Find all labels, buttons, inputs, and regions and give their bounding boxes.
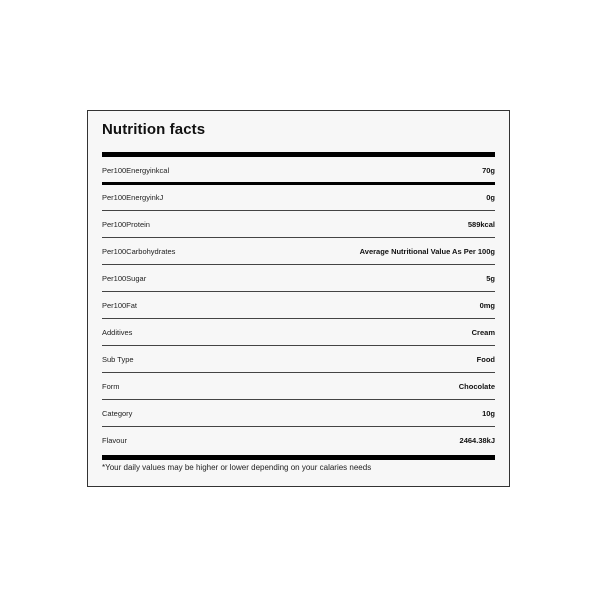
table-row bbox=[102, 238, 495, 265]
row-label: Category bbox=[102, 408, 133, 418]
row-value: 5g bbox=[486, 273, 495, 283]
table-row bbox=[102, 373, 495, 400]
row-label: Per100Carbohydrates bbox=[102, 246, 176, 256]
table-row bbox=[102, 211, 495, 238]
table-row bbox=[102, 346, 495, 373]
table-row bbox=[102, 400, 495, 427]
row-label: Per100Energyinkcal bbox=[102, 166, 170, 175]
row-label: Per100EnergyinkJ bbox=[102, 192, 164, 202]
row-value: Average Nutritional Value As Per 100g bbox=[359, 246, 495, 256]
table-row bbox=[102, 292, 495, 319]
table-row bbox=[102, 157, 495, 184]
row-value: Chocolate bbox=[458, 381, 495, 391]
table-row bbox=[102, 427, 495, 454]
row-value: Cream bbox=[471, 327, 495, 337]
row-label: Per100Fat bbox=[102, 300, 138, 310]
row-value: Food bbox=[476, 354, 495, 364]
nutrition-facts-panel bbox=[87, 110, 510, 487]
row-label: Sub Type bbox=[102, 354, 134, 364]
nutrition-table bbox=[102, 157, 495, 454]
row-value: 10g bbox=[482, 408, 495, 418]
row-label: Per100Sugar bbox=[102, 273, 147, 283]
row-value: 2464.38kJ bbox=[459, 436, 495, 445]
row-value: 70g bbox=[482, 166, 495, 175]
panel-title: Nutrition facts bbox=[102, 121, 206, 138]
bottom-divider-bar bbox=[102, 455, 495, 460]
row-label: Additives bbox=[102, 327, 133, 337]
row-label: Per100Protein bbox=[102, 219, 150, 229]
table-row bbox=[102, 319, 495, 346]
energy-divider-bar bbox=[102, 182, 495, 185]
row-label: Flavour bbox=[102, 436, 128, 445]
row-value: 0mg bbox=[479, 300, 495, 310]
table-row bbox=[102, 184, 495, 211]
table-row bbox=[102, 265, 495, 292]
row-value: 589kcal bbox=[467, 219, 495, 229]
daily-values-footnote: *Your daily values may be higher or lower depending on your calaries needs bbox=[102, 463, 372, 472]
row-value: 0g bbox=[486, 192, 495, 202]
row-label: Form bbox=[102, 381, 120, 391]
